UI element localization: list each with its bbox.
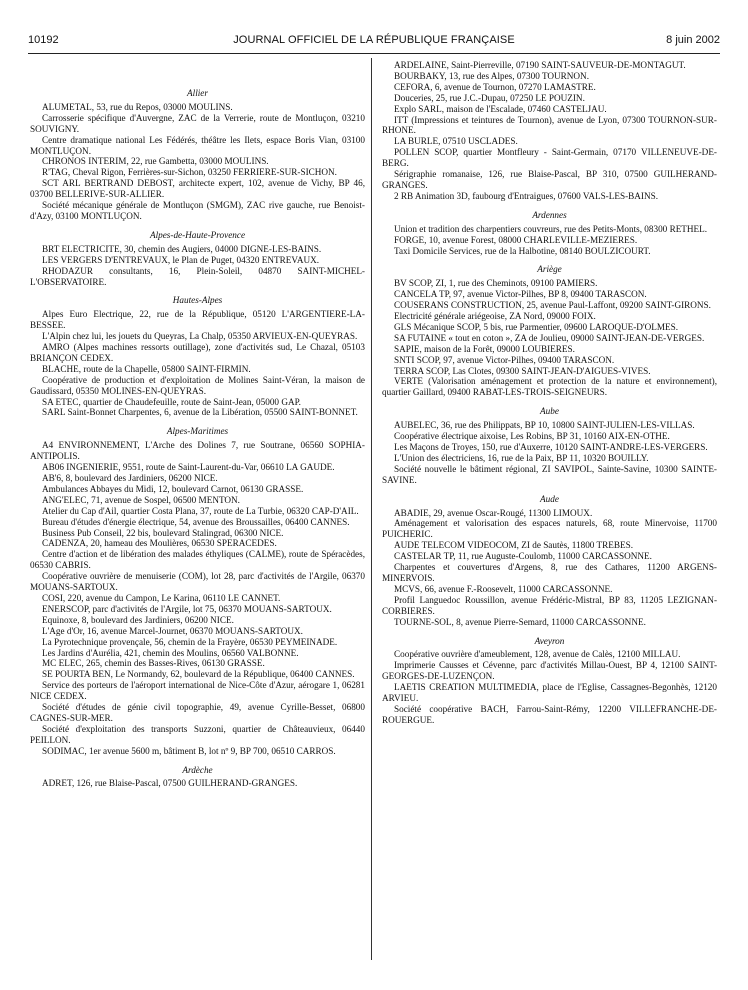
department-heading: Hautes-Alpes	[172, 295, 223, 306]
organization-entry: Société d'exploitation des transports Suzzoni, quartier de Châteauvieux, 06440 PEILLON.	[30, 723, 365, 745]
organization-entry: Coopérative électrique aixoise, Les Robins, BP 31, 10160 AIX-EN-OTHE.	[394, 431, 670, 442]
department-heading: Alpes-Maritimes	[166, 426, 229, 437]
organization-entry: La Pyrotechnique provençale, 56, chemin de la Frayère, 06530 PEYMEINADE.	[42, 636, 338, 647]
department-heading: Aude	[540, 493, 559, 504]
organization-entry: LES VERGERS D'ENTREVAUX, le Plan de Puget, 04320 ENTREVAUX.	[42, 254, 320, 265]
organization-entry: VERTE (Valorisation aménagement et protection de la nature et environnement), quartier Gaillard, 09400 RABAT-LES-TROIS-SEIGNEURS.	[382, 376, 717, 398]
organization-entry: Charpentes et couvertures d'Argens, 8, rue des Cathares, 11200 ARGENS-MINERVOIS.	[382, 562, 717, 583]
organization-entry: TERRA SCOP, Las Clotes, 09300 SAINT-JEAN-D'AIGUES-VIVES.	[394, 365, 651, 376]
organization-entry: RHODAZUR consultants, 16, Plein-Soleil, 04870 SAINT-MICHEL-L'OBSERVATOIRE.	[30, 265, 365, 287]
organization-entry: Taxi Domicile Services, rue de la Halbotine, 08140 BOULZICOURT.	[394, 245, 651, 256]
organization-entry: LA BURLE, 07510 USCLADES.	[394, 136, 518, 147]
organization-entry: CEFORA, 6, avenue de Tournon, 07270 LAMASTRE.	[394, 81, 596, 92]
page-header	[28, 34, 720, 50]
organization-entry: Explo SARL, maison de l'Escalade, 07460 CASTELJAU.	[394, 103, 607, 114]
organization-entry: Ambulances Abbayes du Midi, 12, boulevard Carnot, 06130 GRASSE.	[42, 483, 304, 494]
department-heading: Aube	[540, 406, 559, 417]
left-column	[30, 88, 365, 789]
organization-entry: BV SCOP, ZI, 1, rue des Cheminots, 09100 PAMIERS.	[394, 278, 598, 289]
organization-entry: ABADIE, 29, avenue Oscar-Rougé, 11300 LIMOUX.	[394, 507, 593, 518]
department-heading: Allier	[187, 88, 208, 98]
organization-entry: POLLEN SCOP, quartier Montfleury - Saint-Germain, 07170 VILLENEUVE-DE-BERG.	[382, 147, 717, 169]
organization-entry: CASTELAR TP, 11, rue Auguste-Coulomb, 11000 CARCASSONNE.	[394, 551, 652, 562]
organization-entry: Douceries, 25, rue J.C.-Dupau, 07250 LE POUZIN.	[394, 92, 585, 103]
organization-entry: Business Pub Conseil, 22 bis, boulevard Stalingrad, 06300 NICE.	[42, 527, 284, 538]
organization-entry: ITT (Impressions et teintures de Tournon), avenue de Lyon, 07300 TOURNON-SUR-RHONE.	[382, 114, 717, 136]
organization-entry: Carrosserie spécifique d'Auvergne, ZAC de la Verrerie, route de Montluçon, 03210 SOUVIGNY.	[30, 112, 365, 134]
department-heading: Ardèche	[182, 764, 213, 775]
organization-entry: Bureau d'études d'énergie électrique, 54, avenue des Broussailles, 06400 CANNES.	[42, 516, 350, 527]
organization-entry: Centre dramatique national Les Fédérés, théâtre les Ilets, espace Boris Vian, 03100 MONTLUÇON.	[30, 134, 365, 156]
organization-entry: AUBELEC, 36, rue des Philippats, BP 10, 10800 SAINT-JULIEN-LES-VILLAS.	[394, 420, 695, 431]
column-divider	[371, 58, 372, 960]
journal-title: JOURNAL OFFICIEL DE LA RÉPUBLIQUE FRANÇAISE	[233, 34, 515, 46]
organization-entry: Service des porteurs de l'aéroport international de Nice-Côte d'Azur, aérogare 1, 06281 NICE CEDEX.	[30, 680, 365, 702]
organization-entry: L'Alpin chez lui, les jouets du Queyras, La Chalp, 05350 ARVIEUX-EN-QUEYRAS.	[42, 331, 358, 342]
organization-entry: Coopérative de production et d'exploitation de Molines Saint-Véran, la maison de Gaudissard, 05350 MOLINES-EN-QUEYRAS.	[30, 374, 365, 396]
header-rule	[28, 53, 720, 54]
organization-entry: FORGE, 10, avenue Forest, 08000 CHARLEVILLE-MEZIERES.	[394, 234, 638, 245]
page-number: 10192	[28, 34, 59, 46]
organization-entry: BRT ELECTRICITE, 30, chemin des Augiers, 04000 DIGNE-LES-BAINS.	[42, 243, 322, 254]
organization-entry: ANG'ELEC, 71, avenue de Sospel, 06500 MENTON.	[42, 494, 240, 505]
right-column	[382, 60, 717, 726]
organization-entry: Equinoxe, 8, boulevard des Jardiniers, 06200 NICE.	[42, 614, 234, 625]
organization-entry: SARL Saint-Bonnet Charpentes, 6, avenue de la Libération, 05500 SAINT-BONNET.	[42, 407, 358, 418]
department-heading: Alpes-de-Haute-Provence	[149, 229, 246, 240]
department-heading: Ariège	[537, 264, 562, 275]
organization-entry: CHRONOS INTERIM, 22, rue Gambetta, 03000 MOULINS.	[42, 156, 269, 167]
organization-entry: SODIMAC, 1er avenue 5600 m, bâtiment B, lot nº 9, BP 700, 06510 CARROS.	[42, 745, 336, 756]
organization-entry: ENERSCOP, parc d'activités de l'Argile, lot 75, 06370 MOUANS-SARTOUX.	[42, 603, 332, 614]
organization-entry: SA ETEC, quartier de Chaudefeuille, route de Saint-Jean, 05000 GAP.	[42, 396, 301, 407]
organization-entry: CADENZA, 20, hameau des Moulières, 06530 SPERACEDES.	[42, 538, 277, 549]
organization-entry: L'Union des électriciens, 16, rue de la Paix, BP 11, 10320 BOUILLY.	[394, 452, 649, 463]
organization-entry: BLACHE, route de la Chapelle, 05800 SAINT-FIRMIN.	[42, 363, 251, 374]
organization-entry: GLS Mécanique SCOP, 5 bis, rue Parmentier, 09600 LAROQUE-D'OLMES.	[394, 321, 679, 332]
organization-entry: MC ELEC, 265, chemin des Basses-Rives, 06130 GRASSE.	[42, 658, 265, 669]
organization-entry: Union et tradition des charpentiers couvreurs, rue des Petits-Monts, 08300 RETHEL.	[394, 223, 708, 234]
organization-entry: Sérigraphie romanaise, 126, rue Blaise-Pascal, BP 310, 07500 GUILHERAND-GRANGES.	[382, 169, 717, 190]
organization-entry: BOURBAKY, 13, rue des Alpes, 07300 TOURNON.	[394, 70, 589, 81]
organization-entry: AMRO (Alpes machines ressorts outillage), zone d'activités sud, Le Chazal, 05103 BRIANÇON CEDEX.	[30, 342, 365, 363]
organization-entry: Electricité générale ariégeoise, ZA Nord, 09000 FOIX.	[394, 311, 596, 322]
organization-entry: A4 ENVIRONNEMENT, L'Arche des Dolines 7, rue Soutrane, 06560 SOPHIA-ANTIPOLIS.	[30, 440, 365, 462]
organization-entry: Profil Languedoc Roussillon, avenue Frédéric-Mistral, BP 83, 11205 LEZIGNAN-CORBIERES.	[382, 594, 717, 616]
organization-entry: Société d'études de génie civil topographie, 49, avenue Cyrille-Besset, 06800 CAGNES-SUR-MER.	[30, 702, 365, 723]
organization-entry: Société nouvelle le bâtiment régional, ZI SAVIPOL, Sainte-Savine, 10300 SAINTE-SAVINE.	[382, 463, 717, 485]
organization-entry: SCT ARL BERTRAND DEBOST, architecte expert, 102, avenue de Vichy, BP 46, 03700 BELLERIVE-SUR-ALLIER.	[30, 178, 365, 200]
organization-entry: SNTI SCOP, 97, avenue Victor-Pilhes, 09400 TARASCON.	[394, 354, 615, 365]
publication-date: 8 juin 2002	[666, 34, 720, 46]
department-heading: Aveyron	[534, 635, 565, 646]
organization-entry: Société coopérative BACH, Farrou-Saint-Rémy, 12200 VILLEFRANCHE-DE-ROUERGUE.	[382, 703, 717, 725]
organization-entry: R'TAG, Cheval Rigon, Ferrières-sur-Sichon, 03250 FERRIERE-SUR-SICHON.	[42, 167, 337, 178]
organization-entry: ARDELAINE, Saint-Pierreville, 07190 SAINT-SAUVEUR-DE-MONTAGUT.	[394, 60, 686, 70]
organization-entry: MCVS, 66, avenue F.-Roosevelt, 11000 CARCASSONNE.	[394, 583, 613, 594]
organization-entry: AB06 INGENIERIE, 9551, route de Saint-Laurent-du-Var, 06610 LA GAUDE.	[42, 462, 335, 473]
organization-entry: Société mécanique générale de Montluçon (SMGM), ZAC rive gauche, rue Benoist-d'Azy, 03100 MONTLUÇON.	[30, 200, 365, 221]
organization-entry: SAPIE, maison de la Forêt, 09000 LOUBIERES.	[394, 343, 575, 354]
organization-entry: 2 RB Animation 3D, faubourg d'Entraigues, 07600 VALS-LES-BAINS.	[394, 190, 659, 201]
organization-entry: Coopérative ouvrière d'ameublement, 128, avenue de Calès, 12100 MILLAU.	[394, 649, 681, 660]
organization-entry: Alpes Euro Electrique, 22, rue de la République, 05120 L'ARGENTIERE-LA-BESSEE.	[30, 309, 365, 331]
organization-entry: Coopérative ouvrière de menuiserie (COM), lot 28, parc d'activités de l'Argile, 06370 MOUANS-SARTOUX.	[30, 571, 365, 593]
organization-entry: SE POURTA BEN, Le Normandy, 62, boulevard de la République, 06400 CANNES.	[42, 669, 355, 680]
organization-entry: SA FUTAINE « tout en coton », ZA de Joulieu, 09000 SAINT-JEAN-DE-VERGES.	[394, 332, 705, 343]
organization-entry: COUSERANS CONSTRUCTION, 25, avenue Paul-Laffont, 09200 SAINT-GIRONS.	[394, 300, 711, 311]
organization-entry: TOURNE-SOL, 8, avenue Pierre-Semard, 11000 CARCASSONNE.	[394, 616, 646, 627]
organization-entry: Imprimerie Causses et Cévenne, parc d'activités Millau-Ouest, BP 4, 12100 SAINT-GEORGES-DE-LUZENÇON.	[382, 660, 717, 682]
organization-entry: Aménagement et valorisation des espaces naturels, 68, route Minervoise, 11700 PUICHERIC.	[382, 518, 717, 540]
organization-entry: Centre d'action et de libération des malades éthyliques (CALME), route de Spéracèdes, 06530 CABRIS.	[30, 549, 365, 571]
organization-entry: L'Age d'Or, 16, avenue Marcel-Journet, 06370 MOUANS-SARTOUX.	[42, 625, 303, 636]
department-heading: Ardennes	[532, 209, 567, 220]
organization-entry: Les Jardins d'Aurélia, 421, chemin des Moulins, 06560 VALBONNE.	[42, 647, 299, 658]
organization-entry: ADRET, 126, rue Blaise-Pascal, 07500 GUILHERAND-GRANGES.	[42, 778, 298, 789]
organization-entry: AB'6, 8, boulevard des Jardiniers, 06200 NICE.	[42, 473, 218, 483]
organization-entry: AUDE TELECOM VIDEOCOM, ZI de Sautès, 11800 TREBES.	[394, 540, 634, 551]
organization-entry: CANCELA TP, 97, avenue Victor-Pilhes, BP 8, 09400 TARASCON.	[394, 289, 647, 300]
organization-entry: Les Maçons de Troyes, 150, rue d'Auxerre, 10120 SAINT-ANDRE-LES-VERGERS.	[394, 442, 708, 452]
organization-entry: Atelier du Cap d'Ail, quartier Costa Plana, 37, route de La Turbie, 06320 CAP-D'AIL.	[42, 505, 359, 516]
organization-entry: COSI, 220, avenue du Campon, Le Karina, 06110 LE CANNET.	[42, 592, 281, 603]
organization-entry: LAETIS CREATION MULTIMEDIA, place de l'Eglise, Cassagnes-Begonhès, 12120 ARVIEU.	[382, 682, 717, 704]
organization-entry: ALUMETAL, 53, rue du Repos, 03000 MOULINS.	[42, 101, 233, 112]
